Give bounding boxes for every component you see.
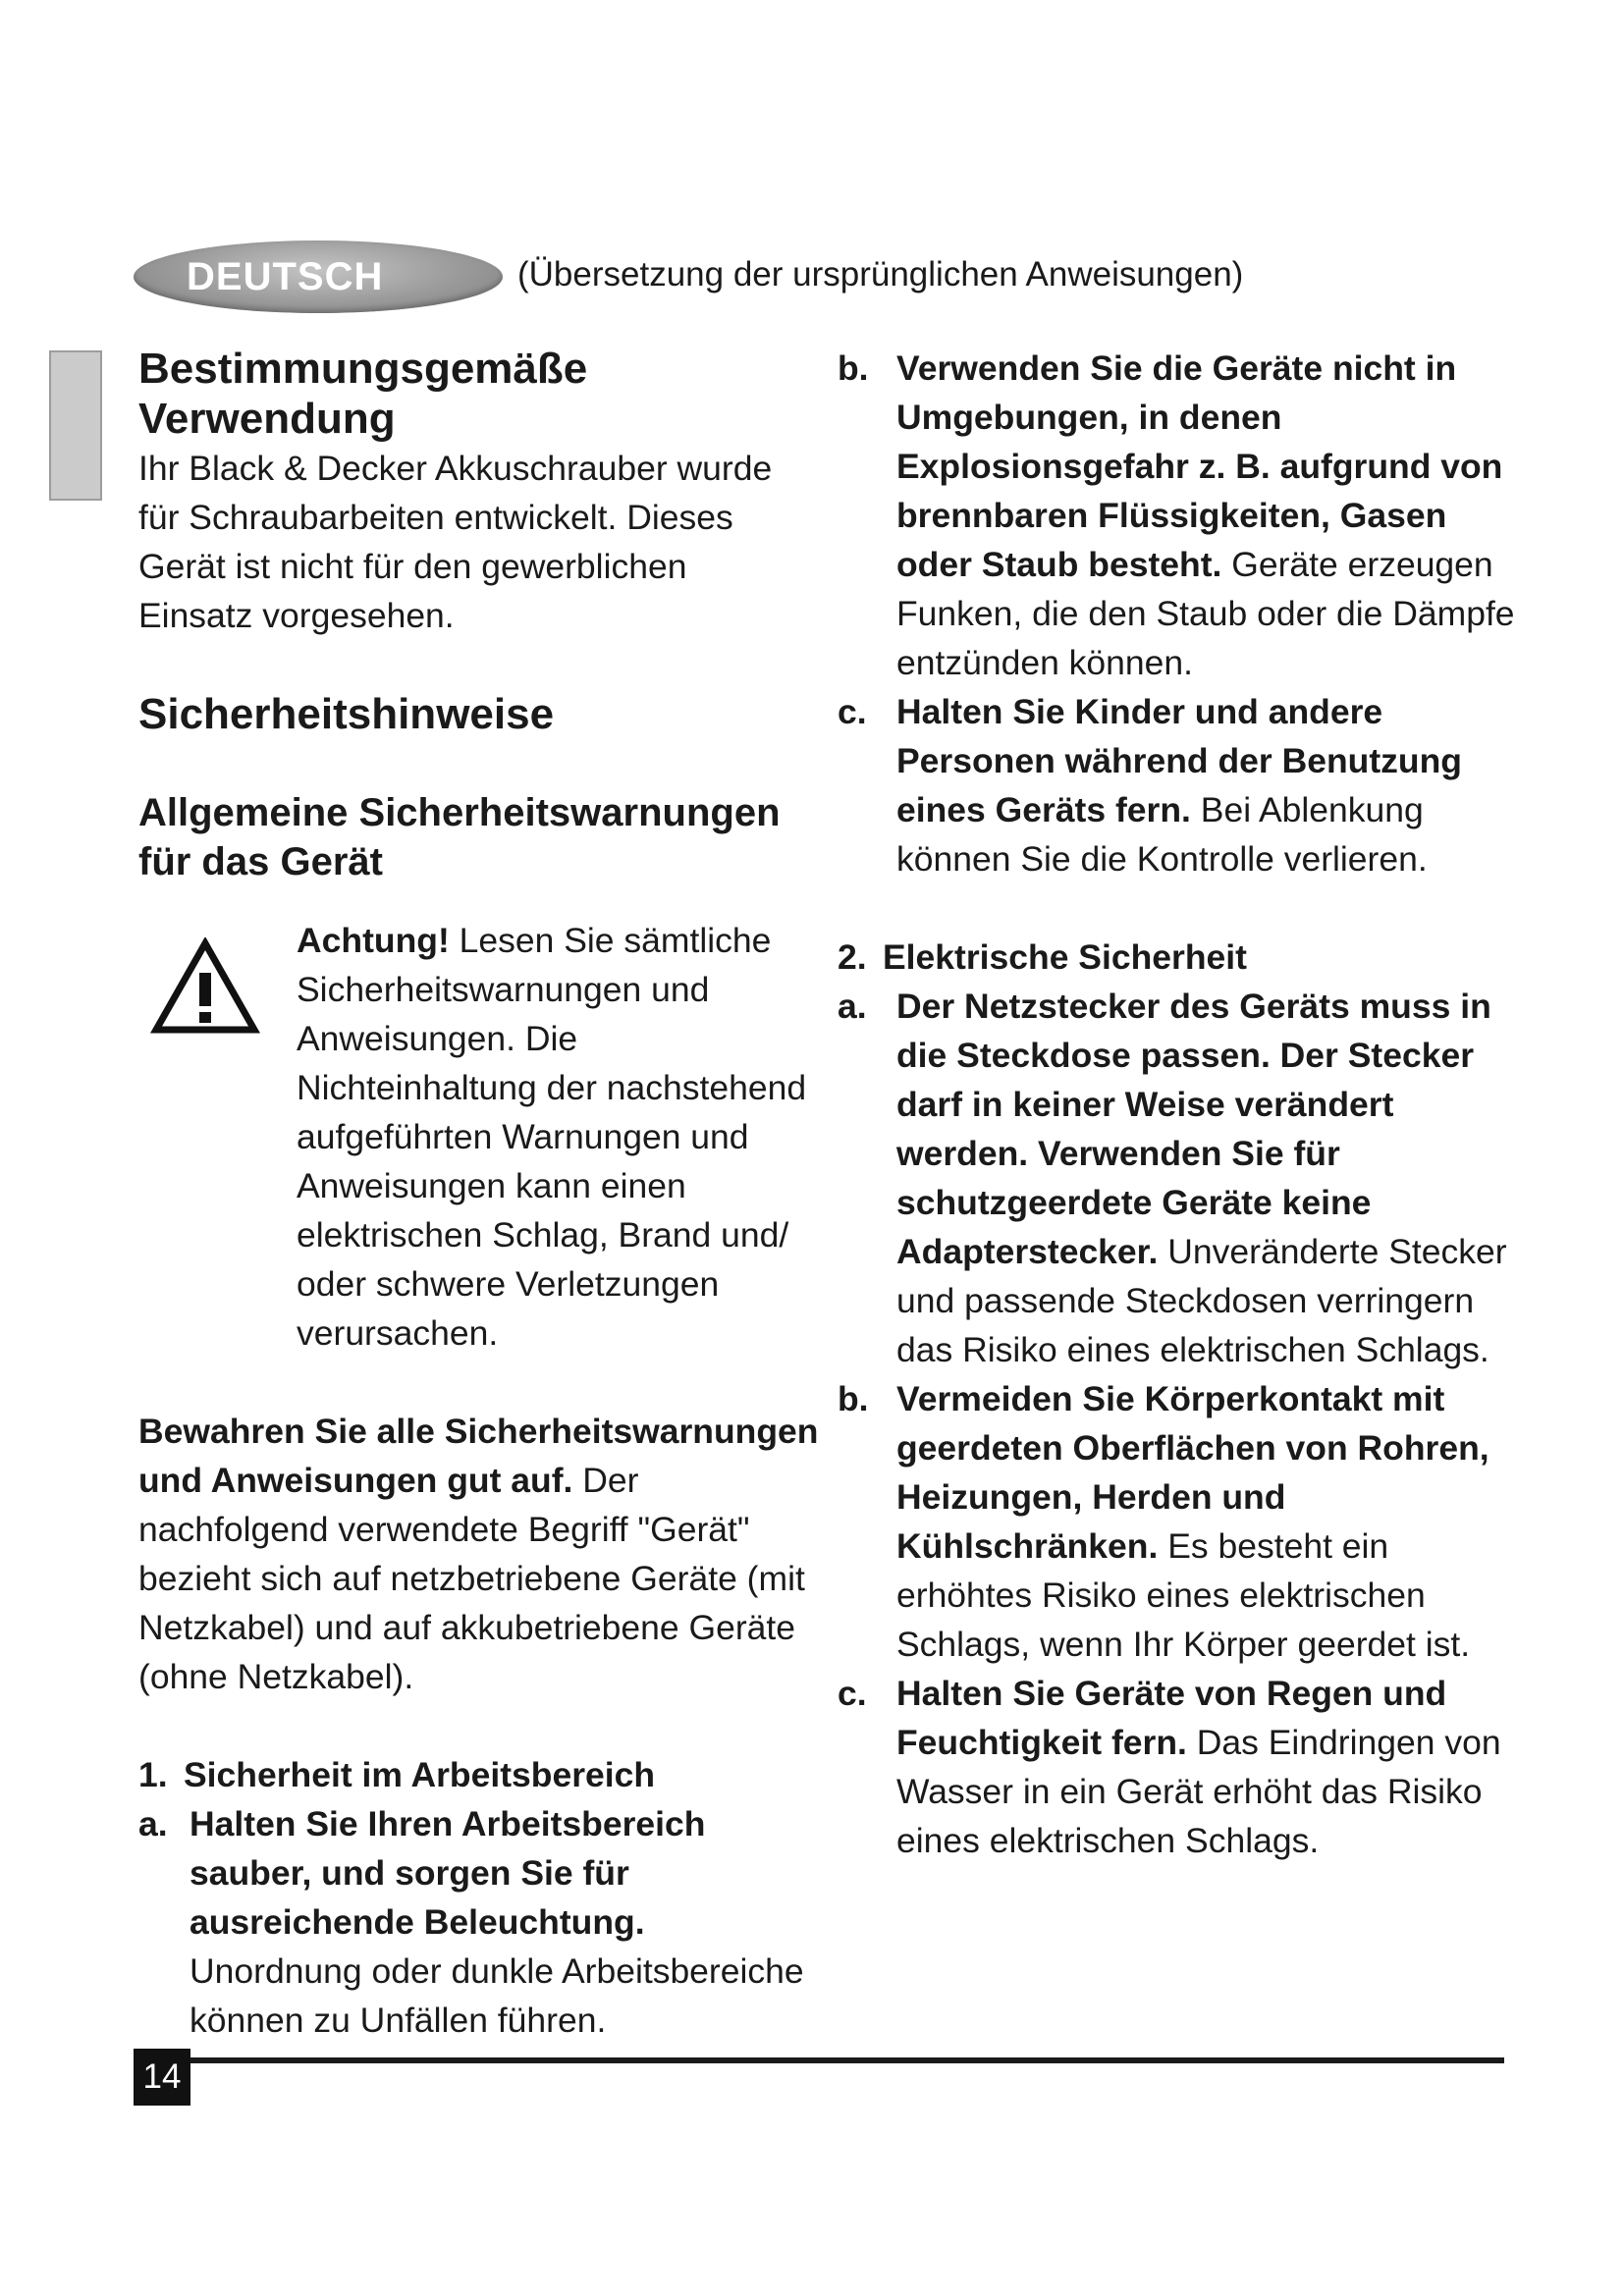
keep-instructions-body: Der nachfolgend verwendete Begriff "Gerät" bezieht sich auf netzbetriebene Geräte (mit Netzkabel) und auf akkubetriebene Geräte (ohne Netzkabel). (138, 1461, 805, 1696)
list-item-2c-lead: Halten Sie Geräte von Regen und Feuchtigkeit fern. (896, 1674, 1447, 1762)
list-item-2a-body: Unveränderte Stecker und passende Steckdosen verringern das Risiko eines elektrischen Schlags. (896, 1232, 1507, 1369)
left-column (138, 344, 826, 2045)
section-2-title: Elektrische Sicherheit (883, 937, 1247, 977)
intended-use-heading-line-1: Bestimmungsgemäße (138, 345, 588, 393)
safety-heading: Sicherheitshinweise (138, 690, 555, 738)
footer-rule (190, 2057, 1504, 2063)
general-safety-heading: Allgemeine Sicherheitswarnungen für das Gerät (138, 791, 781, 883)
warning-text (297, 916, 826, 1358)
list-item-2c-body: Das Eindringen von Wasser in ein Gerät erhöht das Risiko eines elektrischen Schlags. (896, 1723, 1501, 1860)
list-item-2a-lead: Der Netzstecker des Geräts muss in die Steckdose passen. Der Stecker darf in keiner Weise verändert werden. Verwenden Sie für schutzgeerdete Geräte keine Adapterstecker. (896, 987, 1491, 1271)
list-item-2c (838, 1669, 1525, 1865)
list-item-2b-body: Es besteht ein erhöhtes Risiko eines elektrischen Schlags, wenn Ihr Körper geerdet ist. (896, 1526, 1471, 1664)
intended-use-heading (138, 344, 826, 444)
section-2-number: 2. (838, 937, 867, 977)
list-item-1a-marker: a. (138, 1804, 168, 1843)
list-item-1b-lead: Verwenden Sie die Geräte nicht in Umgebungen, in denen Explosionsgefahr z. B. aufgrund von brennbaren Flüssigkeiten, Gasen oder Staub besteht. (896, 348, 1503, 584)
warning-label: Achtung! (297, 921, 450, 960)
list-item-2b-lead: Vermeiden Sie Körperkontakt mit geerdeten Oberflächen von Rohren, Heizungen, Herden und Kühlschränken. (896, 1379, 1489, 1566)
list-item-1c-lead: Halten Sie Kinder und andere Personen während der Benutzung eines Geräts fern. (896, 692, 1462, 829)
language-label: DEUTSCH (187, 255, 384, 298)
intended-use-heading-line-2: Verwendung (138, 395, 396, 443)
list-item-1a-lead: Halten Sie Ihren Arbeitsbereich sauber, und sorgen Sie für ausreichende Beleuchtung. (189, 1804, 706, 1942)
warning-block (138, 916, 826, 1358)
list-item-1c-marker: c. (838, 692, 867, 731)
list-item-2b-marker: b. (838, 1379, 869, 1418)
section-1-number: 1. (138, 1755, 168, 1794)
list-item-1b-body: Geräte erzeugen Funken, die den Staub oder die Dämpfe entzünden können. (896, 545, 1515, 682)
section-2-heading (838, 933, 1525, 982)
list-item-1a-body: Unordnung oder dunkle Arbeitsbereiche können zu Unfällen führen. (189, 1951, 804, 2040)
list-item-1b (838, 344, 1525, 687)
list-item-1a (138, 1799, 826, 2045)
warning-body: Lesen Sie sämtliche Sicherheitswarnungen und Anweisungen. Die Nichteinhaltung der nachstehend aufgeführten Warnungen und Anweisungen kann einen elektrischen Schlag, Brand und/ oder schwere Verletzungen verursachen. (297, 921, 807, 1353)
page-number: 14 (134, 2049, 190, 2106)
intended-use-text: Ihr Black & Decker Akkuschrauber wurde für Schraubarbeiten entwickelt. Dieses Gerät ist nicht für den gewerblichen Einsatz vorgesehen. (138, 449, 773, 635)
list-item-1c (838, 687, 1525, 883)
section-1-title: Sicherheit im Arbeitsbereich (184, 1755, 656, 1794)
section-side-tab (49, 350, 102, 501)
keep-instructions-paragraph (138, 1407, 826, 1701)
list-item-2b (838, 1374, 1525, 1669)
translation-note: (Übersetzung der ursprünglichen Anweisungen) (517, 255, 1244, 294)
warning-triangle-icon (150, 937, 260, 1036)
list-item-1c-body: Bei Ablenkung können Sie die Kontrolle verlieren. (896, 790, 1428, 879)
list-item-2a-marker: a. (838, 987, 867, 1026)
list-item-2a (838, 982, 1525, 1374)
list-item-1b-marker: b. (838, 348, 869, 388)
right-column (838, 344, 1525, 1865)
keep-instructions-lead: Bewahren Sie alle Sicherheitswarnungen und Anweisungen gut auf. (138, 1412, 819, 1500)
section-1-heading (138, 1750, 826, 1799)
list-item-2c-marker: c. (838, 1674, 867, 1713)
